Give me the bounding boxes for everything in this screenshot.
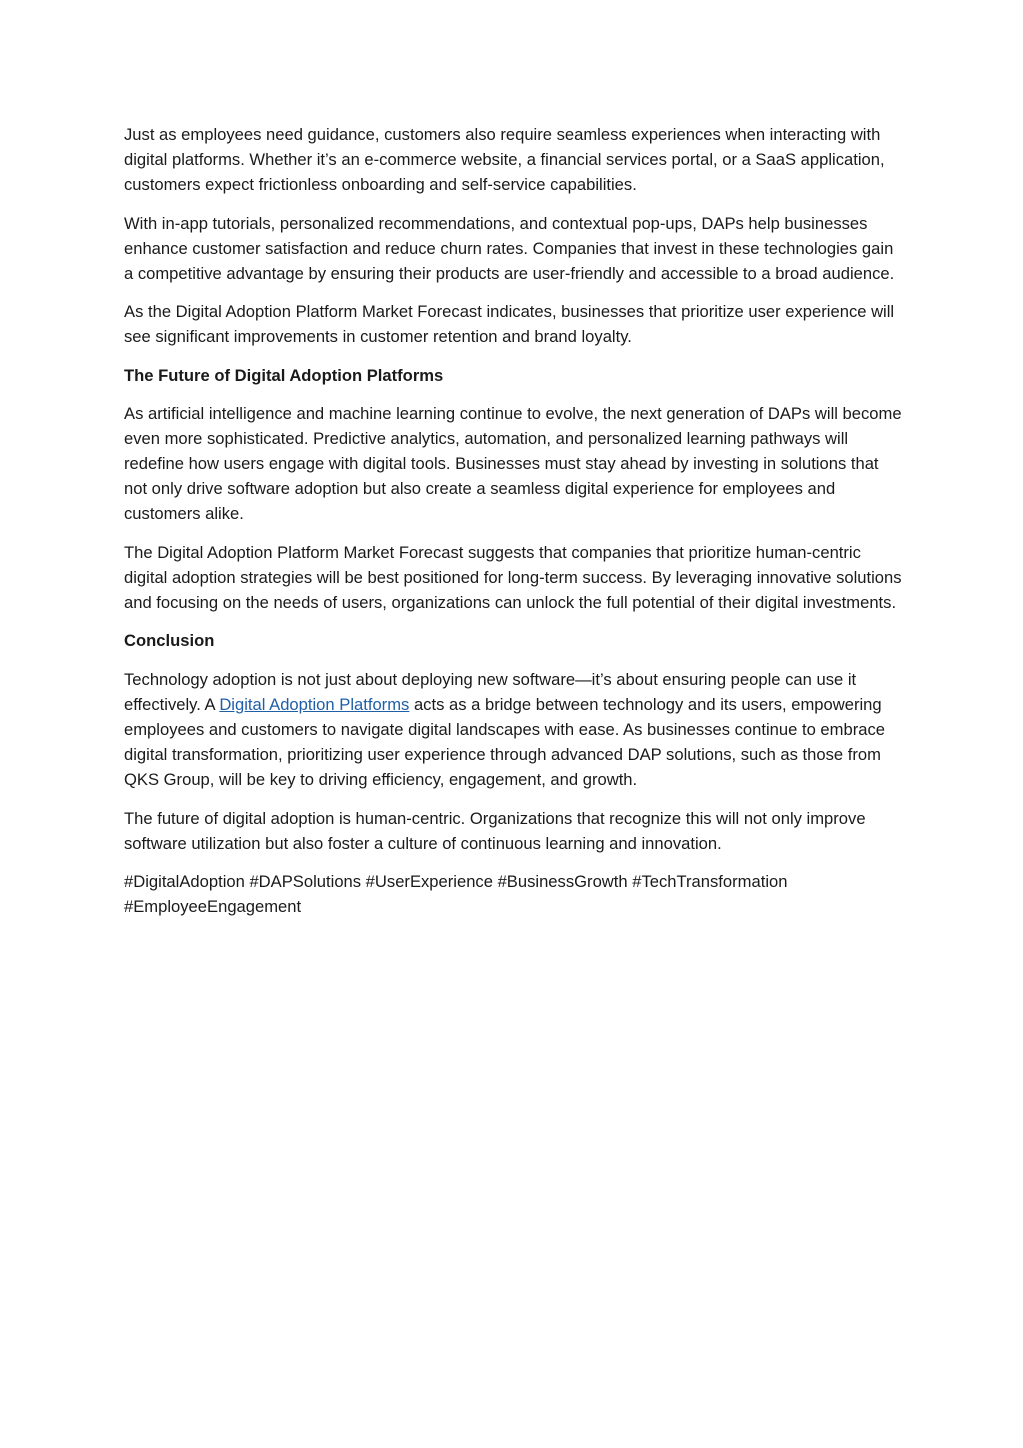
paragraph-human-centric-strategies: The Digital Adoption Platform Market Forecast suggests that companies that prioritize human-centric digital adoption strategies will be best positioned for long-term success. By leveraging innovative solutions and focusing on the needs of users, organizations can unlock the full potential of their digital investments. — [124, 542, 902, 612]
heading-conclusion: Conclusion — [124, 631, 215, 651]
paragraph-technology-adoption — [124, 667, 904, 792]
digital-adoption-platforms-link[interactable]: Digital Adoption Platforms — [219, 694, 410, 714]
paragraph-market-forecast: As the Digital Adoption Platform Market Forecast indicates, businesses that prioritize user experience will see significant improvements in customer retention and brand loyalty. — [124, 302, 895, 347]
paragraph-in-app-tutorials: With in-app tutorials, personalized recommendations, and contextual pop-ups, DAPs help businesses enhance customer satisfaction and reduce churn rates. Companies that invest in these technologies gain a competitive advantage by ensuring their products are user-friendly and accessible to a broad audience. — [124, 213, 895, 283]
paragraph-ai-ml-evolution: As artificial intelligence and machine learning continue to evolve, the next generation of DAPs will become even more sophisticated. Predictive analytics, automation, and personalized learning pathways will redefine how users engage with digital tools. Businesses must stay ahead by investing in solutions that not only drive software adoption but also create a seamless digital experience for employees and customers alike. — [124, 404, 902, 524]
document-page — [124, 122, 904, 933]
paragraph-customer-experience: Just as employees need guidance, customers also require seamless experiences when interacting with digital platforms. Whether it’s an e-commerce website, a financial services portal, or a SaaS application, customers expect frictionless onboarding and self-service capabilities. — [124, 125, 885, 195]
paragraph-future-human-centric: The future of digital adoption is human-centric. Organizations that recognize this will not only improve software utilization but also foster a culture of continuous learning and innovation. — [124, 808, 866, 853]
heading-future-of-daps: The Future of Digital Adoption Platforms — [124, 365, 444, 385]
paragraph-text-before-link: Technology adoption is not just about deploying new software—it’s about ensuring people can use it effectively. A — [124, 669, 857, 714]
paragraph-text-after-link: acts as a bridge between technology and its users, empowering employees and customers to navigate digital landscapes with ease. As businesses continue to embrace digital transformation, prioritizing user experience through advanced DAP solutions, such as those from QKS Group, will be key to driving efficiency, engagement, and growth. — [124, 694, 885, 790]
hashtags: #DigitalAdoption #DAPSolutions #UserExperience #BusinessGrowth #TechTransformation #EmployeeEngagement — [124, 872, 788, 917]
